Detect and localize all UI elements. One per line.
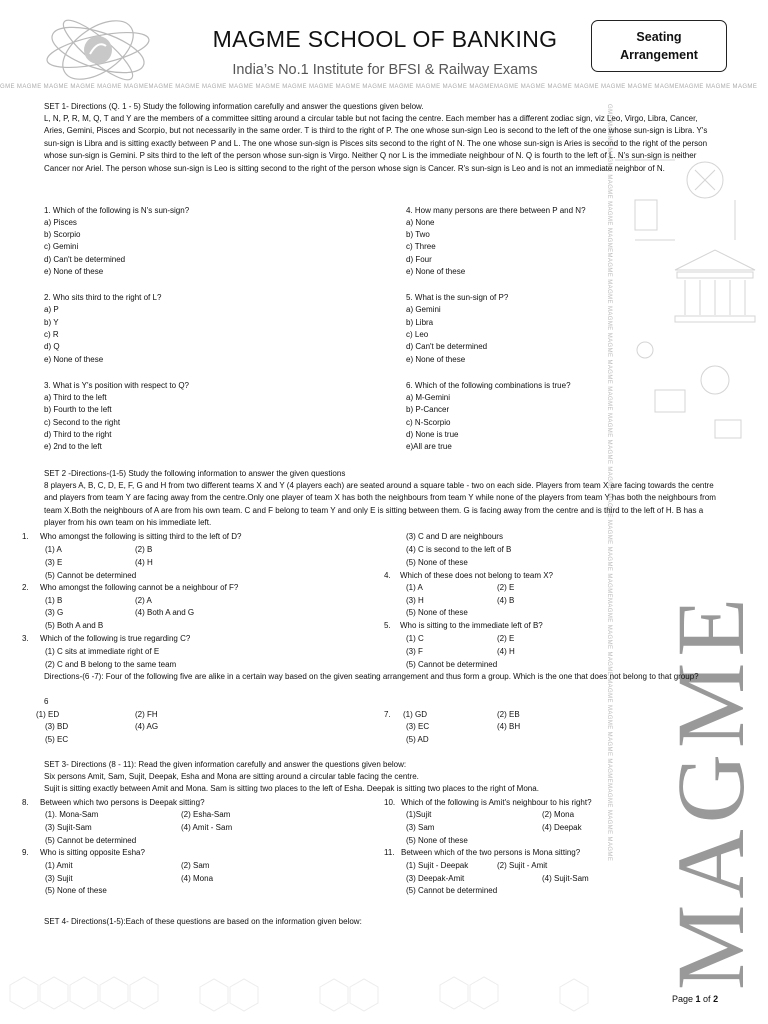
s1-q6-opt: e)All are true	[406, 442, 452, 451]
s2-q1-opt: (2) B	[135, 545, 153, 554]
s2-q2-opt: (4) Both A and G	[135, 608, 195, 617]
tagline: India’s No.1 Institute for BFSI & Railway Exams	[232, 62, 538, 78]
s3-q8-opt: (4) Amit - Sam	[181, 823, 233, 832]
s2-q1-opt: (4) H	[135, 558, 153, 567]
s1-q4-opt: b) Two	[406, 230, 430, 239]
s2-q1-opt: (1) A	[45, 545, 62, 554]
s2-q7-opt: (4) BH	[497, 722, 521, 731]
s2-q3-num: 3.	[22, 634, 29, 643]
s2-q4-opt: (4) B	[497, 596, 515, 605]
s1-q6-opt: d) None is true	[406, 430, 459, 439]
set2-directions: SET 2 -Directions-(1-5) Study the following information to answer the given questions	[44, 469, 346, 478]
s2-q6-num: 6	[44, 697, 49, 706]
s1-q2-opt: e) None of these	[44, 355, 104, 364]
set3-line1: Six persons Amit, Sam, Sujit, Deepak, Esha and Mona are sitting around a circular table facing the centre.	[44, 772, 419, 781]
s3-q9-opt: (3) Sujit	[45, 874, 73, 883]
s1-q1-opt: b) Scorpio	[44, 230, 81, 239]
s1-q4-opt: c) Three	[406, 242, 436, 251]
s1-q5-opt: b) Libra	[406, 318, 434, 327]
s3-q9-num: 9.	[22, 848, 29, 857]
s2-q3-opt: (1) C sits at immediate right of E	[45, 647, 160, 656]
s3-q10-num: 10.	[384, 798, 396, 807]
s2-q7-opt: (2) EB	[497, 710, 520, 719]
s2-q6-opt: (2) FH	[135, 710, 158, 719]
s2-q7-opt: (5) AD	[406, 735, 429, 744]
s2-q5: Who is sitting to the immediate left of B?	[400, 621, 543, 630]
s3-q8-opt: (1). Mona-Sam	[45, 810, 99, 819]
s1-q3-opt: c) Second to the right	[44, 418, 121, 427]
s2-q3-opt: (2) C and B belong to the same team	[45, 660, 177, 669]
s1-q3-opt: b) Fourth to the left	[44, 405, 112, 414]
s2-q1: Who amongst the following is sitting third to the left of D?	[40, 532, 242, 541]
s1-q1-opt: e) None of these	[44, 267, 104, 276]
s2-q1-opt: (3) E	[45, 558, 63, 567]
watermark-vertical: GME MAGME MAGME MAGME MAGME MAGMEMAGME MAGME MAGME MAGME MAGME MAGME MAGME MAGME MAGME MAGME MAGME MAGME MAGMEMAGME MAGME MAGME MAGME MAGME MAGME MAGMEMAGME MAGME MAGME	[606, 104, 612, 862]
s3-q9-opt: (4) Mona	[181, 874, 214, 883]
s2-q1-num: 1.	[22, 532, 29, 541]
s1-q1-opt: c) Gemini	[44, 242, 79, 251]
s3-q11-opt: (2) Sujit - Amit	[497, 861, 548, 870]
s2-q7-opt: (1) GD	[403, 710, 427, 719]
s2-q2-opt: (1) B	[45, 596, 63, 605]
s2-q6-opt: (1) ED	[36, 710, 60, 719]
s2-q5-opt: (1) C	[406, 634, 424, 643]
page-current: 1	[695, 994, 701, 1004]
s3-q11-opt: (5) Cannot be determined	[406, 886, 498, 895]
s2-q4-opt: (1) A	[406, 583, 423, 592]
s2-q3-opt: (4) C is second to the left of B	[406, 545, 512, 554]
s1-q4-opt: d) Four	[406, 255, 432, 264]
s2-q2: Who amongst the following cannot be a neighbour of F?	[40, 583, 239, 592]
s3-q10-opt: (2) Mona	[542, 810, 575, 819]
watermark-strip: GME MAGME MAGME MAGME MAGME MAGMEMAGME MAGME MAGME MAGME MAGME MAGME MAGME MAGME MAGME MAGME MAGME MAGME MAGMEMAGME MAGME MAGME MAGME MAGME MAGME MAGMEMAGME MAGME MAGME	[0, 84, 758, 90]
s2-q5-opt: (2) E	[497, 634, 515, 643]
s2-q6-opt: (3) BD	[45, 722, 69, 731]
s2-q3-opt: (3) C and D are neighbours	[406, 532, 503, 541]
s2-q2-opt: (3) G	[45, 608, 64, 617]
s3-q11-opt: (4) Sujit-Sam	[542, 874, 589, 883]
topic-line-2: Arrangement	[620, 48, 698, 62]
page-number	[672, 994, 718, 1004]
s3-q8-opt: (2) Esha-Sam	[181, 810, 231, 819]
s2-q6-opt: (4) AG	[135, 722, 159, 731]
s1-q4-opt: e) None of these	[406, 267, 466, 276]
s3-q11-opt: (1) Sujit - Deepak	[406, 861, 469, 870]
s3-q10-opt: (3) Sam	[406, 823, 435, 832]
s3-q10-opt: (4) Deepak	[542, 823, 582, 832]
s1-q5-opt: c) Leo	[406, 330, 429, 339]
s2-q5-num: 5.	[384, 621, 391, 630]
s1-q4: 4. How many persons are there between P and N?	[406, 206, 586, 215]
set1-passage: L, N, P, R, M, Q, T and Y are the members of a committee sitting around a circular table but not facing the centre. Each member has a different zodiac sign, viz Leo, Virgo, Libra, Cancer, Aries, Gemini, Pisces and Scorpio, but not necessarily in the same order. T is third to the right of P. The one whose sun-sign Leo is second to the left of the one whose sun-sign is Libra. Y's sun-sign is Libra and is sitting exactly between P and L. The one whose sun-sign is Pisces sits second to the right of N. The one whose sun-sign is Aries is second to the right of the person whose sun-sign is Gemini. P sits third to the left of the person whose sun-sign is Virgo. Neither Q nor L is the immediate neighbour of N. Q is fourth to the left of L. N's sun-sign is neither Cancer nor Ariel. The person whose sun-sign is Leo is sitting second to the right of the person whose sign is Cancer. R's sun-sign is Leo and is not an immediate neighbor of N.	[44, 114, 708, 173]
s1-q1-opt: a) Pisces	[44, 218, 77, 227]
s1-q6-opt: a) M-Gemini	[406, 393, 451, 402]
s2-q2-num: 2.	[22, 583, 29, 592]
s1-q2-opt: d) Q	[44, 342, 60, 351]
s2-q6-opt: (5) EC	[45, 735, 69, 744]
s3-q9: Who is sitting opposite Esha?	[40, 848, 145, 857]
set3-line2: Sujit is sitting exactly between Amit and Mona. Sam is sitting two places to the left of Esha. Deepak is sitting two places to the right of Mona.	[44, 784, 539, 793]
s1-q6-opt: c) N-Scorpio	[406, 418, 451, 427]
s1-q5-opt: a) Gemini	[406, 305, 441, 314]
s1-q2-opt: c) R	[44, 330, 59, 339]
s3-q8: Between which two persons is Deepak sitting?	[40, 798, 205, 807]
s2-dir67: Directions-(6 -7): Four of the following five are alike in a certain way based on the given seating arrangement and thus form a group. Which is the one that does not belong to that group?	[44, 672, 699, 681]
s3-q8-opt: (3) Sujit-Sam	[45, 823, 92, 832]
s2-q3-opt: (5) None of these	[406, 558, 468, 567]
s2-q4-opt: (2) E	[497, 583, 515, 592]
set3-directions: SET 3- Directions (8 - 11): Read the given information carefully and answer the questions given below:	[44, 760, 407, 769]
s3-q11-num: 11.	[384, 848, 395, 857]
s2-q4: Which of these does not belong to team X?	[400, 571, 553, 580]
s1-q3-opt: d) Third to the right	[44, 430, 112, 439]
s2-q3: Which of the following is true regarding C?	[40, 634, 191, 643]
s1-q5: 5. What is the sun-sign of P?	[406, 293, 509, 302]
set4-directions: SET 4- Directions(1-5):Each of these questions are based on the information given below:	[44, 917, 362, 926]
s2-q5-opt: (5) Cannot be determined	[406, 660, 498, 669]
s1-q1-opt: d) Can't be determined	[44, 255, 126, 264]
s3-q11-opt: (3) Deepak-Amit	[406, 874, 465, 883]
set1-directions: SET 1- Directions (Q. 1 - 5) Study the following information carefully and answer the questions given below.	[44, 102, 424, 111]
s3-q9-opt: (2) Sam	[181, 861, 210, 870]
magme-watermark: MAGME	[657, 591, 764, 990]
s1-q2: 2. Who sits third to the right of L?	[44, 293, 162, 302]
s3-q8-opt: (5) Cannot be determined	[45, 836, 137, 845]
set2-passage: 8 players A, B, C, D, E, F, G and H from two different teams X and Y (4 players each) are seated around a square table - two on each side. Players from team X are facing towards the centre and players from team Y are facing away from the centre.Only one player of team X has both the neighbours from team Y while none of the players from team Y has both the neighbours from team X.Both the neighbours of A are from his own team. C and F belong to team Y and only E is sitting between them. G is facing away from the centre and is third to the left of H. B has a player from his own team on his immediate left.	[44, 481, 716, 528]
s1-q5-opt: d) Can't be determined	[406, 342, 488, 351]
s2-q4-opt: (5) None of these	[406, 608, 468, 617]
s1-q2-opt: b) Y	[44, 318, 59, 327]
s1-q4-opt: a) None	[406, 218, 435, 227]
s3-q10-opt: (5) None of these	[406, 836, 468, 845]
s1-q3-opt: a) Third to the left	[44, 393, 107, 402]
s2-q5-opt: (3) F	[406, 647, 423, 656]
s1-q5-opt: e) None of these	[406, 355, 466, 364]
page-total: 2	[713, 994, 719, 1004]
page-of: of	[700, 994, 714, 1004]
s3-q8-num: 8.	[22, 798, 29, 807]
topic-line-1: Seating	[636, 30, 682, 44]
school-name: MAGME SCHOOL OF BANKING	[212, 26, 558, 52]
s1-q1: 1. Which of the following is N's sun-sign?	[44, 206, 190, 215]
s3-q10-opt: (1)Sujit	[406, 810, 432, 819]
s3-q9-opt: (1) Amit	[45, 861, 73, 870]
s3-q11: Between which of the two persons is Mona sitting?	[401, 848, 581, 857]
s1-q3-opt: e) 2nd to the left	[44, 442, 102, 451]
s1-q6: 6. Which of the following combinations is true?	[406, 381, 571, 390]
s2-q5-opt: (4) H	[497, 647, 515, 656]
s2-q1-opt: (5) Cannot be determined	[45, 571, 137, 580]
s2-q2-opt: (5) Both A and B	[45, 621, 104, 630]
s2-q7-num: 7.	[384, 710, 391, 719]
s1-q2-opt: a) P	[44, 305, 59, 314]
s1-q3: 3. What is Y's position with respect to Q?	[44, 381, 189, 390]
s3-q9-opt: (5) None of these	[45, 886, 107, 895]
page-prefix: Page	[672, 994, 696, 1004]
s2-q4-opt: (3) H	[406, 596, 424, 605]
s3-q10: Which of the following is Amit's neighbour to his right?	[401, 798, 592, 807]
s2-q4-num: 4.	[384, 571, 391, 580]
s2-q2-opt: (2) A	[135, 596, 152, 605]
s2-q7-opt: (3) EC	[406, 722, 430, 731]
s1-q6-opt: b) P-Cancer	[406, 405, 450, 414]
